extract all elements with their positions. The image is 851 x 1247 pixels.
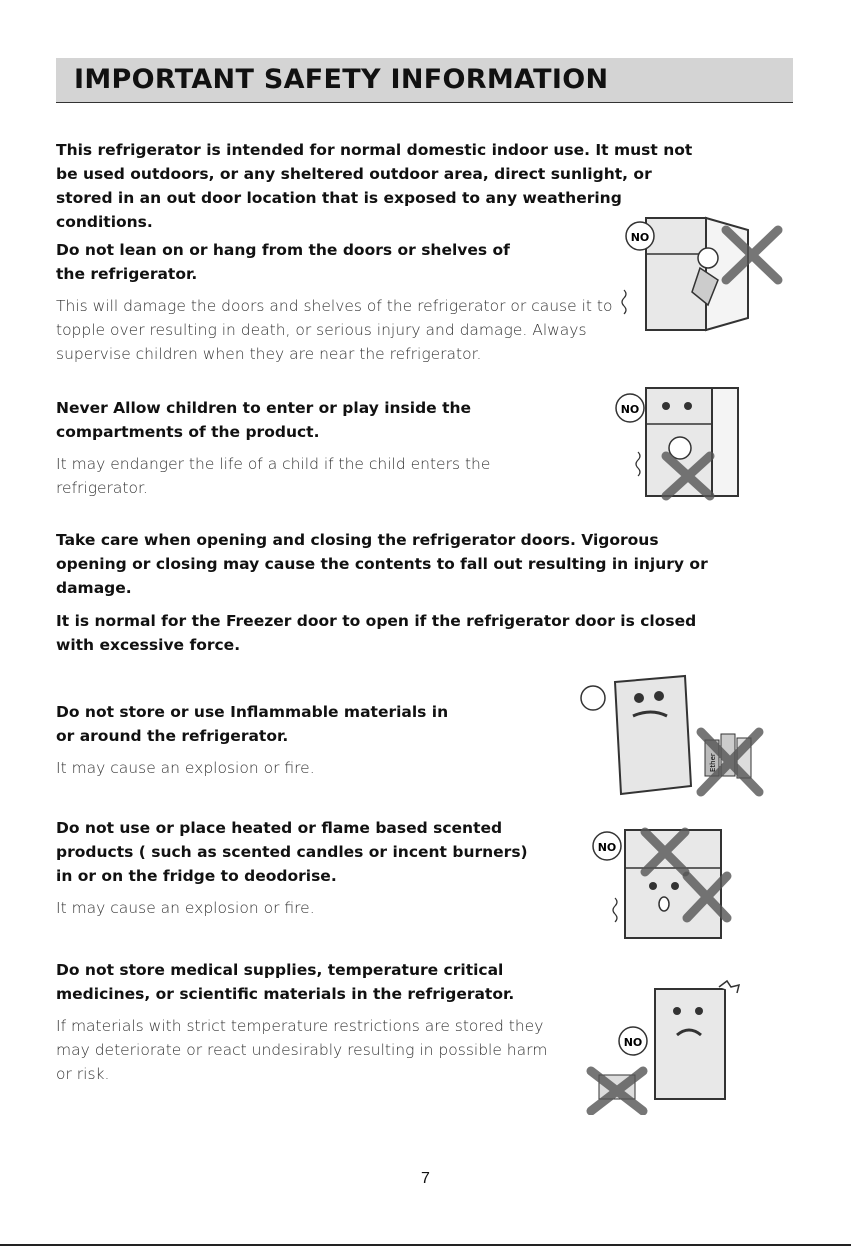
- safety-section-outdoor-use: [56, 138, 696, 234]
- section-body: If materials with strict temperature restrictions are stored they may deteriorate or react undesirably resulting in possible harm or risk.: [56, 1017, 548, 1083]
- open-door: [712, 388, 738, 496]
- eye-icon: [649, 882, 657, 890]
- section-heading: Do not store or use Inflammable materials in or around the refrigerator.: [56, 703, 449, 745]
- no-label: NO: [623, 1036, 643, 1049]
- safety-section-inflammable: [56, 700, 476, 780]
- section-body: It may endanger the life of a child if the child enters the refrigerator.: [56, 455, 491, 497]
- section-body: It may cause an explosion or fire.: [56, 759, 315, 777]
- section-heading: Never Allow children to enter or play inside the compartments of the product.: [56, 399, 472, 441]
- medical-supplies-illustration: [585, 975, 750, 1115]
- section-body: It may cause an explosion or fire.: [56, 899, 315, 917]
- scented-candles-illustration: [575, 818, 740, 943]
- no-label: NO: [630, 231, 650, 244]
- refrigerator-body: [646, 218, 706, 330]
- child-hanging-on-door-illustration: [608, 210, 783, 340]
- shake-lines-icon: [613, 898, 617, 922]
- no-label: NO: [620, 403, 640, 416]
- safety-section-door-care: [56, 528, 716, 600]
- safety-section-medical-supplies: [56, 958, 576, 1086]
- section-heading: Do not use or place heated or flame based scented products ( such as scented candles or incent burners) in or on the fridge to deodorise.: [56, 819, 528, 885]
- section-body: This will damage the doors and shelves of the refrigerator or cause it to topple over resulting in death, or serious injury and damage. Always supervise children when they are near the refrigerator.: [56, 297, 613, 363]
- bottom-divider: [0, 1244, 851, 1246]
- section-heading: It is normal for the Freezer door to open if the refrigerator door is closed with excessive force.: [56, 612, 697, 654]
- section-heading: Do not store medical supplies, temperature critical medicines, or scientific materials in the refrigerator.: [56, 961, 515, 1003]
- refrigerator-body: [655, 989, 725, 1099]
- safety-section-scented-products: [56, 816, 556, 920]
- eye-icon: [634, 693, 644, 703]
- section-heading: Do not lean on or hang from the doors or shelves of the refrigerator.: [56, 241, 510, 283]
- eye-icon: [684, 402, 692, 410]
- page-number: 7: [421, 1170, 430, 1187]
- eye-icon: [671, 882, 679, 890]
- safety-section-children: [56, 396, 536, 500]
- eye-icon: [654, 691, 664, 701]
- mouth: [659, 897, 669, 911]
- eye-icon: [695, 1007, 703, 1015]
- safety-section-lean-hang: [56, 238, 636, 366]
- fist-icon: [581, 686, 605, 710]
- refrigerator-character: [615, 676, 691, 794]
- child-head: [698, 248, 718, 268]
- child-inside-refrigerator-illustration: [608, 378, 748, 503]
- section-heading: Take care when opening and closing the refrigerator doors. Vigorous opening or closing may cause the contents to fall out resulting in injury or damage.: [56, 531, 708, 597]
- page-title: IMPORTANT SAFETY INFORMATION: [74, 64, 609, 95]
- eye-icon: [662, 402, 670, 410]
- safety-section-freezer-door: [56, 609, 716, 657]
- section-heading: This refrigerator is intended for normal domestic indoor use. It must not be used outdoors, or any sheltered outdoor area, direct sunlight, or stored in an out door location that is exposed to any weathering conditions.: [56, 141, 693, 231]
- title-bar: [56, 58, 793, 103]
- no-label: NO: [597, 841, 617, 854]
- inflammable-materials-illustration: [555, 668, 770, 803]
- shake-lines-icon: [636, 452, 640, 476]
- ether-label: Ether: [709, 753, 717, 772]
- shake-lines-icon: [622, 290, 626, 314]
- eye-icon: [673, 1007, 681, 1015]
